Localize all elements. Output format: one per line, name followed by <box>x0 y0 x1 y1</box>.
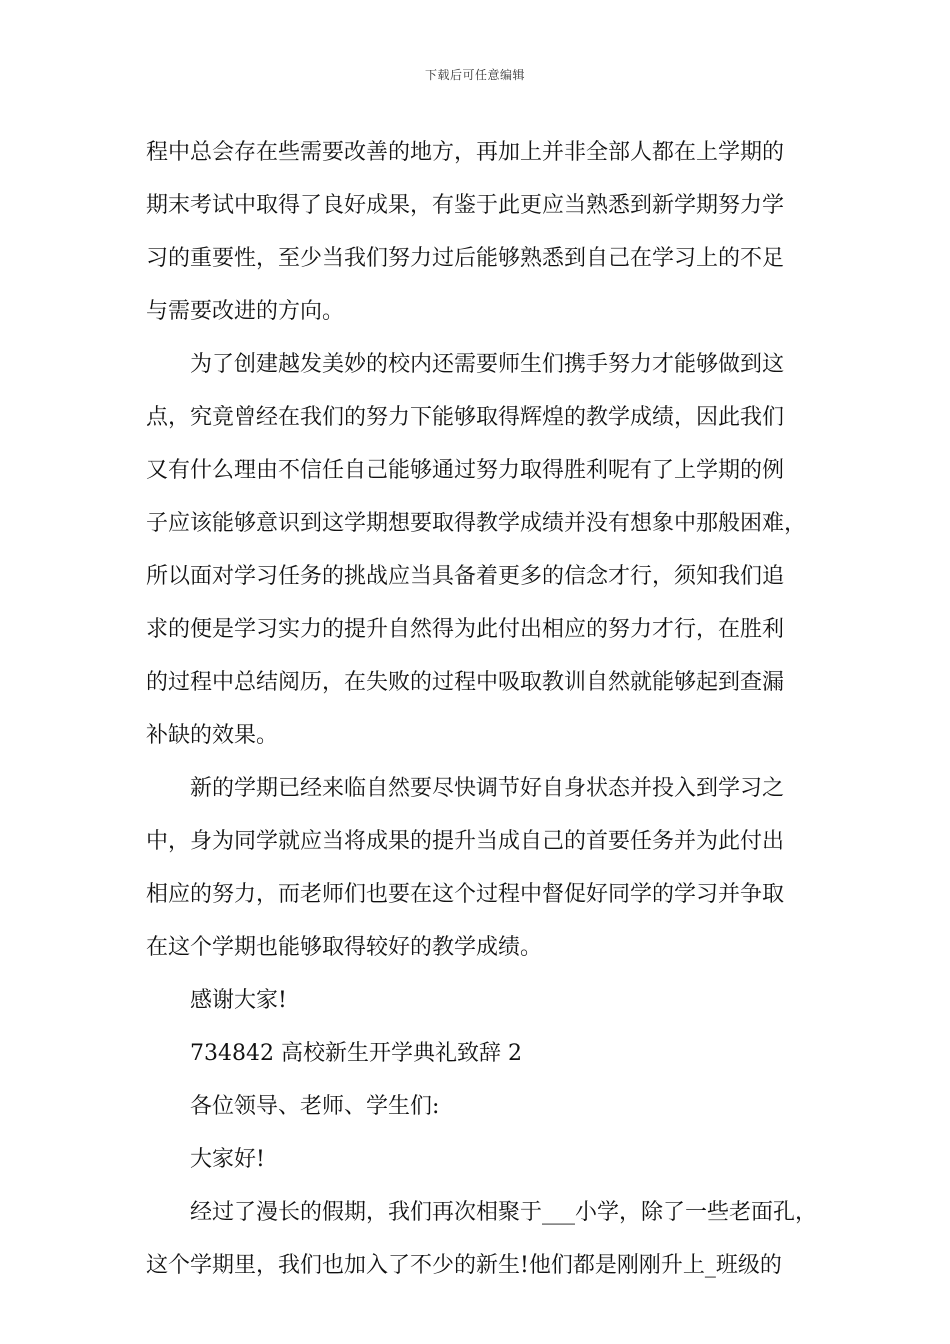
text-line: 点，究竟曾经在我们的努力下能够取得辉煌的教学成绩，因此我们 <box>146 405 785 430</box>
text-line: 与需要改进的方向。 <box>146 299 345 324</box>
text-line: 习的重要性，至少当我们努力过后能够熟悉到自己在学习上的不足 <box>146 246 785 271</box>
text-line: 相应的努力，而老师们也要在这个过程中督促好同学的学习并争取 <box>146 882 785 907</box>
document-body <box>146 126 818 1292</box>
paragraph-first-line: 新的学期已经来临自然要尽快调节好自身状态并投入到学习之 <box>190 776 785 801</box>
text-line: 又有什么理由不信任自己能够通过努力取得胜利呢有了上学期的例 <box>146 458 785 483</box>
text-line: 程中总会存在些需要改善的地方，再加上并非全部人都在上学期的 <box>146 140 785 165</box>
text-line: 的过程中总结阅历，在失败的过程中吸取教训自然就能够起到查漏 <box>146 670 785 695</box>
salutation-line: 各位领导、老师、学生们: <box>190 1094 440 1119</box>
thanks-line: 感谢大家! <box>190 988 287 1013</box>
page-header: 下载后可任意编辑 <box>424 68 525 82</box>
paragraph-first-line: 为了创建越发美妙的校内还需要师生们携手努力才能够做到这 <box>190 352 785 377</box>
text-line: 中，身为同学就应当将成果的提升当成自己的首要任务并为此付出 <box>146 829 785 854</box>
text-line: 在这个学期也能够取得较好的教学成绩。 <box>146 935 543 960</box>
text-line: 期末考试中取得了良好成果，有鉴于此更应当熟悉到新学期努力学 <box>146 193 785 218</box>
text-line: 子应该能够意识到这学期想要取得教学成绩并没有想象中那般困难， <box>146 511 807 536</box>
paragraph-first-line: 经过了漫长的假期，我们再次相聚于___小学，除了一些老面孔， <box>190 1200 818 1225</box>
text-line: 补缺的效果。 <box>146 723 279 748</box>
section-title: 734842 高校新生开学典礼致辞 2 <box>190 1041 522 1066</box>
greeting-line: 大家好! <box>190 1147 265 1172</box>
text-line: 求的便是学习实力的提升自然得为此付出相应的努力才行，在胜利 <box>146 617 785 642</box>
text-line: 这个学期里，我们也加入了不少的新生!他们都是刚刚升上_班级的 <box>146 1253 782 1278</box>
text-line: 所以面对学习任务的挑战应当具备着更多的信念才行，须知我们追 <box>146 564 785 589</box>
